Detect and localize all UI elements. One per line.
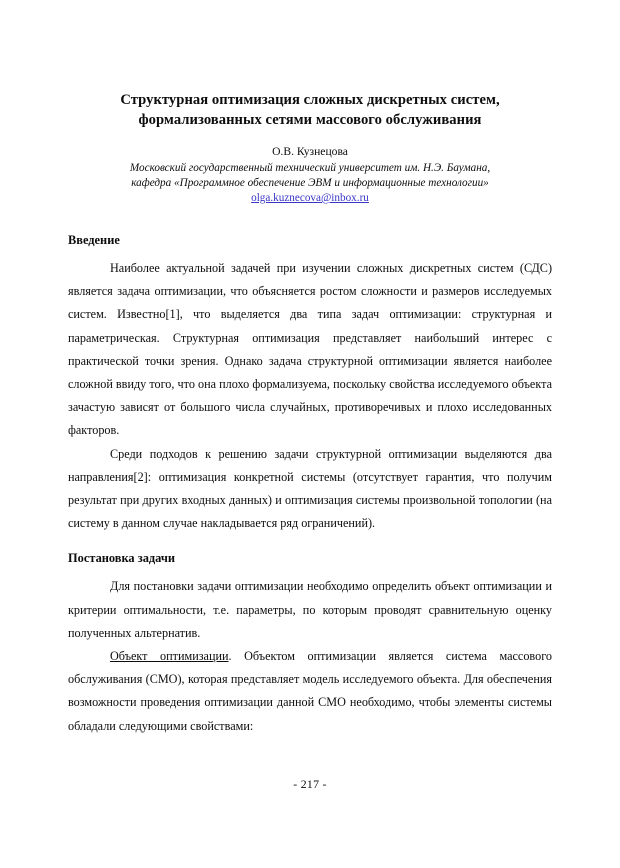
author-affiliation — [68, 159, 552, 190]
page-number: - 217 - — [293, 777, 327, 791]
section-heading-problem-statement: Постановка задачи — [68, 551, 175, 566]
affiliation-line-1: Московский государственный технический университет им. Н.Э. Баумана, — [129, 162, 491, 174]
term-object-of-optimization: Объект оптимизации — [110, 649, 229, 664]
problem-paragraph-2 — [68, 645, 552, 738]
affiliation-line-2: кафедра «Программное обеспечение ЭВМ и информационные технологии» — [131, 176, 489, 189]
title-line-1: Структурная оптимизация сложных дискретных систем, — [120, 92, 500, 108]
introduction-paragraph-1: Наиболее актуальной задачей при изучении сложных дискретных систем (СДС) является задача оптимизации, что объясняется ростом сложности и размеров исследуемых систем. Известно[1], что выделяется два типа задач оптимизации: структурная и параметрическая. Структурная оптимизация представляет наибольший интерес с практической точки зрения. Однако задача структурной оптимизации является наиболее сложной ввиду того, что она плохо формализуема, поскольку свойства исследуемого объекта зачастую зависят от большого числа случайных, противоречивых и плохо исследованных факторов. — [68, 261, 552, 438]
introduction-paragraph-2: Среди подходов к решению задачи структурной оптимизации выделяются два направления[2]: оптимизация конкретной системы (отсутствует гарантия, что получим результат при других входных данных) и оптимизация системы произвольной топологии (на систему в данном случае накладывается ряд ограничений). — [68, 446, 552, 531]
author-email-container — [68, 190, 552, 206]
title-line-2: формализованных сетями массового обслуживания — [138, 112, 482, 128]
problem-paragraph-1: Для постановки задачи оптимизации необходимо определить объект оптимизации и критерии оптимальности, т.е. параметры, по которым проводят сравнительную оценку полученных альтернатив. — [68, 579, 552, 640]
problem-paragraph-2-rest: . Объектом оптимизации является система массового обслуживания (СМО), которая представляет модель исследуемого объекта. Для обеспечения возможности проведения оптимизации данной СМО необходимо, чтобы элементы системы обладали следующими свойствами: — [68, 649, 552, 733]
author-email-link[interactable]: olga.kuznecova@inbox.ru — [251, 192, 369, 204]
author-name: О.В. Кузнецова — [272, 145, 348, 158]
page-content — [68, 0, 552, 738]
page-title — [68, 0, 552, 130]
section-heading-introduction: Введение — [68, 233, 120, 247]
